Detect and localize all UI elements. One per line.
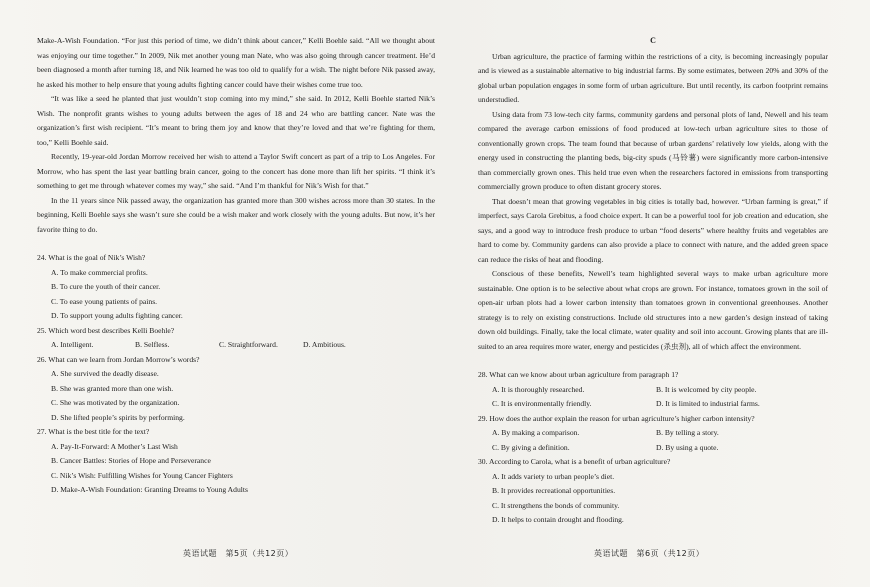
question-24-option-b[interactable]: B. To cure the youth of their cancer. (51, 282, 161, 291)
passage-c-title: C (650, 36, 656, 45)
passage-c-paragraph-1: Urban agriculture, the practice of farming within the restrictions of a city, is becoming increasingly popular and is viewed as a sustainable alternative to big industrial farms. By some estimates, between 20% and 30% of the global urban population engages in some form of urban agriculture. But until recently, its carbon footprint remains understudied. (478, 51, 828, 104)
question-27-option-b[interactable]: B. Cancer Battles: Stories of Hope and Perseverance (51, 456, 211, 465)
question-25-option-a[interactable]: A. Intelligent. (51, 340, 94, 349)
passage-b-paragraph-4: In the 11 years since Nik passed away, the organization has granted more than 300 wishes across more than 30 states. In the beginning, Kelli Boehle says she wasn’t sure she could be a wish maker and work closely with the young adults. But now, it’s her favorite thing to do. (37, 195, 435, 234)
question-28-stem: 28. What can we know about urban agriculture from paragraph 1? (478, 370, 679, 379)
passage-b-paragraph-3: Recently, 19-year-old Jordan Morrow received her wish to attend a Taylor Swift concert as part of a trip to Los Angeles. For Morrow, who has spent the last year battling brain cancer, going to the concert has done more than lift her spirits. “I think it’s something to get me through whatever comes my way,” she said. “And I’m thankful for Nik’s Wish for that.” (37, 152, 435, 190)
question-29 (478, 412, 828, 456)
question-30-option-b[interactable]: B. It provides recreational opportunities. (492, 486, 616, 495)
passage-c-paragraph-4: Conscious of these benefits, Newell’s team highlighted several ways to make urban agriculture more sustainable. One option is to be selective about what crops are grown. For instance, tomatoes grown in the soil of open-air urban plots had a lower carbon intensity than tomatoes grown in conventional greenhouses. Another strategy is to rely on existing constructions. Include old structures into a new garden’s design instead of taking down old buildings. Finally, take the local climate, water quality and soil into account. Growing plants that are ill-suited to an area requires more water, energy and pesticides (杀虫剂), all of which affect the environment. (478, 269, 828, 351)
question-25 (37, 324, 435, 353)
question-28-option-c[interactable]: C. It is environmentally friendly. (492, 399, 592, 408)
question-29-option-c[interactable]: C. By giving a definition. (492, 442, 570, 452)
question-27-option-a[interactable]: A. Pay-It-Forward: A Mother’s Last Wish (51, 441, 178, 451)
question-26-option-d[interactable]: D. She lifted people’s spirits by performing. (51, 412, 185, 422)
question-30-option-c[interactable]: C. It strengthens the bonds of community. (492, 500, 620, 510)
question-24 (37, 251, 435, 324)
question-26-option-a[interactable]: A. She survived the deadly disease. (51, 369, 159, 378)
page-number-left: 英语试题 第5页（共12页） (183, 549, 294, 558)
question-24-option-d[interactable]: D. To support young adults fighting cancer. (51, 311, 183, 320)
question-29-option-b[interactable]: B. By telling a story. (656, 428, 719, 437)
page-number-right: 英语试题 第6页（共12页） (594, 549, 705, 558)
question-30-option-d[interactable]: D. It helps to contain drought and flooding. (492, 515, 624, 524)
question-29-stem: 29. How does the author explain the reason for urban agriculture’s higher carbon intensity? (478, 413, 755, 423)
question-27-option-c[interactable]: C. Nik’s Wish: Fulfilling Wishes for Young Cancer Fighters (51, 470, 233, 480)
left-page (37, 34, 435, 498)
question-30-stem: 30. According to Carola, what is a benefit of urban agriculture? (478, 457, 671, 466)
right-page (478, 34, 828, 528)
question-27-option-d[interactable]: D. Make-A-Wish Foundation: Granting Dreams to Young Adults (51, 485, 248, 494)
question-25-option-d[interactable]: D. Ambitious. (303, 340, 346, 349)
passage-c-paragraph-2: Using data from 73 low-tech city farms, community gardens and personal plots of land, Newell and his team compared the average carbon emissions of food produced at low-tech urban agriculture sites to those of conventionally grown crops. The team found that because of urban gardens’ relatively low yields, along with the energy used in constructing the planting beds, big-city spuds (马铃薯) were significantly more carbon-intensive than commercially grown ones. This held true even when the researchers factored in emissions from transporting commercially grown produce to often distant grocery stores. (478, 109, 828, 191)
question-26-option-b[interactable]: B. She was granted more than one wish. (51, 383, 174, 393)
question-24-option-c[interactable]: C. To ease young patients of pains. (51, 296, 158, 306)
passage-b-paragraph-1: Make-A-Wish Foundation. “For just this period of time, we didn’t think about cancer,” Kelli Boehle said. “All we thought about was enjoying our time together.” In 2009, Nik met another young man Nate, who was also going through cancer treatment. He’d been diagnosed a month after turning 18, and Nik learned he was too old to qualify for a wish. The night before Nik passed away, he asked his mother to help ensure that young adults fighting cancer could have their wishes come true too. (37, 36, 435, 89)
question-28-option-b[interactable]: B. It is welcomed by city people. (656, 384, 757, 394)
question-24-stem: 24. What is the goal of Nik’s Wish? (37, 253, 146, 262)
question-30-option-a[interactable]: A. It adds variety to urban people’s diet. (492, 471, 615, 481)
question-29-option-a[interactable]: A. By making a comparison. (492, 428, 580, 437)
question-30 (478, 455, 828, 528)
passage-b-paragraph-2: “It was like a seed he planted that just wouldn’t stop coming into my mind,” she said. In 2012, Kelli Boehle started Nik’s Wish. The nonprofit grants wishes to young adults between the ages of 18 and 24 who are battling cancer. Nate was the organization’s first wish recipient. “It’s meant to bring them joy and know that they’re loved and that we’re fighting for them, too,” Kelli Boehle said. (37, 94, 435, 147)
question-27 (37, 425, 435, 498)
question-28-option-d[interactable]: D. It is limited to industrial farms. (656, 399, 760, 408)
question-28 (478, 368, 828, 412)
question-27-stem: 27. What is the best title for the text? (37, 427, 150, 436)
question-26-stem: 26. What can we learn from Jordan Morrow’s words? (37, 354, 200, 364)
question-26-option-c[interactable]: C. She was motivated by the organization. (51, 398, 180, 407)
question-25-option-c[interactable]: C. Straightforward. (219, 340, 278, 349)
passage-c-paragraph-3: That doesn’t mean that growing vegetables in big cities is totally bad, however. “Urban farming is great,” if imperfect, says Carola Grebitus, a food choice expert. It can be a powerful tool for job creation and education, she says, and a good way to introduce fresh produce to urban “food deserts” where healthy fruits and vegetables are hard to come by. Community gardens can also provide a place to connect with nature, and the added green space can reduce the risks of heat and flooding. (478, 196, 828, 264)
question-26 (37, 353, 435, 426)
question-25-option-b[interactable]: B. Selfless. (135, 340, 170, 349)
question-28-option-a[interactable]: A. It is thoroughly researched. (492, 384, 585, 394)
question-24-option-a[interactable]: A. To make commercial profits. (51, 267, 148, 277)
question-29-option-d[interactable]: D. By using a quote. (656, 442, 719, 452)
question-25-stem: 25. Which word best describes Kelli Boehle? (37, 325, 175, 335)
